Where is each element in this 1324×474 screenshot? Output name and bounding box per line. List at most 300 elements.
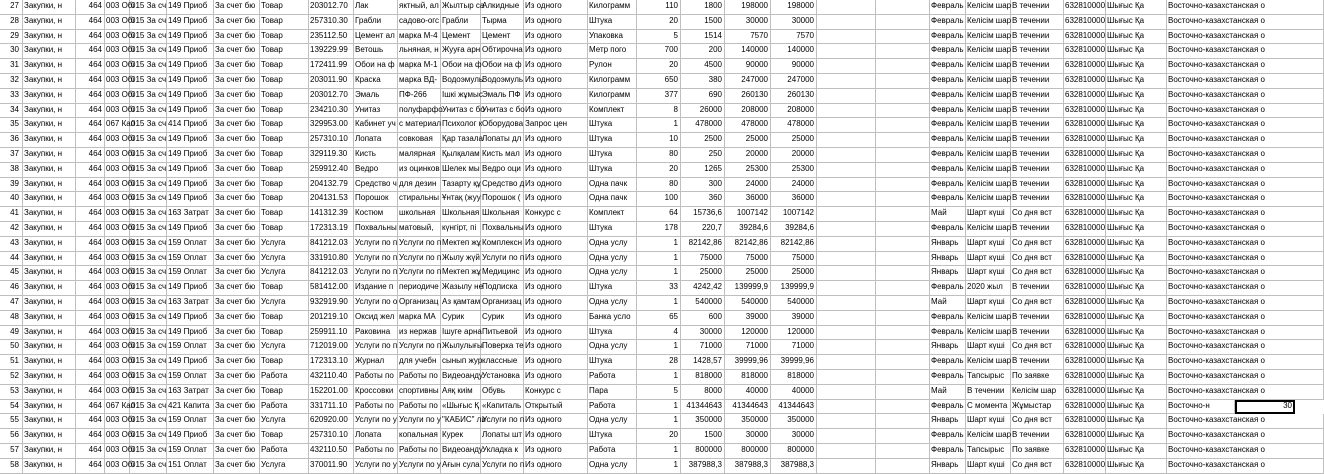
table-cell[interactable]: Закупки, н [23, 370, 76, 385]
table-cell[interactable]: Пара [588, 385, 637, 400]
table-cell[interactable] [876, 311, 930, 326]
table-cell[interactable]: Товар [260, 30, 309, 45]
table-cell[interactable]: Штука [588, 148, 637, 163]
table-cell[interactable]: За счет бю [214, 192, 260, 207]
table-cell[interactable]: 1500 [681, 15, 725, 30]
table-cell[interactable]: Восточно-казахстанская о [1167, 118, 1324, 133]
table-cell[interactable]: Порошок [354, 192, 398, 207]
table-cell[interactable]: 220,7 [681, 222, 725, 237]
table-cell[interactable] [817, 266, 876, 281]
table-cell[interactable]: Услуги по п [354, 266, 398, 281]
table-cell[interactable]: Шарт күші [966, 296, 1011, 311]
table-cell[interactable]: Восточно-казахстанская о [1167, 15, 1324, 30]
table-cell[interactable]: 159 Оплат [167, 266, 214, 281]
table-cell[interactable]: Одна услу [588, 459, 637, 474]
table-cell[interactable]: 20000 [771, 148, 817, 163]
table-cell[interactable]: 464 [76, 44, 105, 59]
table-cell[interactable]: яктный, ал [398, 0, 441, 15]
table-cell[interactable]: 39999,96 [725, 355, 771, 370]
table-cell[interactable]: За счет бю [214, 207, 260, 222]
table-cell[interactable]: 003 Обі [105, 252, 130, 267]
table-cell[interactable]: Шығыс Қа [1106, 266, 1167, 281]
table-cell[interactable]: Закупки, н [23, 311, 76, 326]
table-cell[interactable]: Из одного [524, 429, 588, 444]
table-cell[interactable]: Шығыс Қа [1106, 459, 1167, 474]
table-cell[interactable]: Аз қамтам [441, 296, 481, 311]
table-cell[interactable]: 4500 [681, 59, 725, 74]
row-number[interactable]: 39 [0, 178, 23, 193]
table-cell[interactable]: Из одного [524, 311, 588, 326]
table-cell[interactable]: 464 [76, 429, 105, 444]
table-cell[interactable]: 015 За сч [130, 207, 167, 222]
table-cell[interactable]: Товар [260, 192, 309, 207]
table-cell[interactable]: Цемент ал [354, 30, 398, 45]
table-cell[interactable]: За счет бю [214, 459, 260, 474]
table-cell[interactable]: Услуги по у [398, 459, 441, 474]
table-cell[interactable]: 003 Обі [105, 237, 130, 252]
table-cell[interactable]: Закупки, н [23, 133, 76, 148]
row-number[interactable]: 44 [0, 252, 23, 267]
table-cell[interactable]: Шарт күші [966, 237, 1011, 252]
table-cell[interactable]: Қылқалам [441, 148, 481, 163]
row-number[interactable]: 27 [0, 0, 23, 15]
row-number[interactable]: 30 [0, 44, 23, 59]
table-cell[interactable]: Работы по [398, 370, 441, 385]
table-cell[interactable] [876, 222, 930, 237]
table-cell[interactable]: Со дня вст [1011, 207, 1064, 222]
table-cell[interactable]: За счет бю [214, 89, 260, 104]
table-cell[interactable]: Со дня вст [1011, 266, 1064, 281]
table-cell[interactable]: 350000 [725, 414, 771, 429]
table-cell[interactable]: Восточно-казахстанская о [1167, 44, 1324, 59]
table-cell[interactable]: Одна услу [588, 414, 637, 429]
table-cell[interactable]: Килограмм [588, 89, 637, 104]
table-cell[interactable]: Услуги по п [398, 252, 441, 267]
table-cell[interactable]: Закупки, н [23, 340, 76, 355]
table-cell[interactable]: 015 За сч [130, 44, 167, 59]
table-cell[interactable]: Февраль [930, 133, 966, 148]
table-cell[interactable]: 003 Обі [105, 296, 130, 311]
table-cell[interactable]: 39000 [771, 311, 817, 326]
table-cell[interactable]: Келісім шар [966, 133, 1011, 148]
table-cell[interactable]: 932919.90 [309, 296, 354, 311]
table-cell[interactable]: Келісім шар [966, 74, 1011, 89]
table-cell[interactable]: 1 [637, 237, 681, 252]
table-cell[interactable]: «Капиталь [481, 400, 524, 415]
table-cell[interactable]: 1 [637, 400, 681, 415]
table-cell[interactable]: Унитаз с бо [441, 104, 481, 119]
table-cell[interactable]: За счет бю [214, 281, 260, 296]
table-cell[interactable]: 464 [76, 89, 105, 104]
table-cell[interactable]: матовый, [398, 222, 441, 237]
table-cell[interactable]: 015 За сч [130, 355, 167, 370]
table-cell[interactable]: Жылу жүй [441, 252, 481, 267]
table-cell[interactable]: Восточно-казахстанская о [1167, 89, 1324, 104]
table-cell[interactable]: 464 [76, 104, 105, 119]
table-cell[interactable]: Шығыс Қа [1106, 178, 1167, 193]
table-cell[interactable]: 208000 [771, 104, 817, 119]
table-cell[interactable]: 632810000 [1064, 429, 1106, 444]
table-cell[interactable]: 149 Приоб [167, 133, 214, 148]
table-cell[interactable]: Февраль [930, 59, 966, 74]
table-cell[interactable]: 159 Оплат [167, 414, 214, 429]
table-cell[interactable]: 015 За сч [130, 311, 167, 326]
table-cell[interactable]: 259911.10 [309, 326, 354, 341]
table-cell[interactable]: Услуга [260, 266, 309, 281]
table-cell[interactable]: 1500 [681, 429, 725, 444]
row-number[interactable]: 33 [0, 89, 23, 104]
table-cell[interactable]: Закупки, н [23, 252, 76, 267]
table-cell[interactable]: 464 [76, 74, 105, 89]
table-cell[interactable]: Водоэмуль [441, 74, 481, 89]
table-cell[interactable] [817, 340, 876, 355]
table-cell[interactable]: 235112.50 [309, 30, 354, 45]
table-cell[interactable]: Закупки, н [23, 296, 76, 311]
table-cell[interactable]: Из одного [524, 133, 588, 148]
table-cell[interactable]: Январь [930, 266, 966, 281]
table-cell[interactable]: За счет бю [214, 163, 260, 178]
table-cell[interactable]: Питьевой [481, 326, 524, 341]
row-number[interactable]: 54 [0, 400, 23, 415]
table-cell[interactable]: 003 Обі [105, 89, 130, 104]
row-number[interactable]: 49 [0, 326, 23, 341]
table-cell[interactable]: Из одного [524, 355, 588, 370]
row-number[interactable]: 37 [0, 148, 23, 163]
table-cell[interactable]: 120000 [725, 326, 771, 341]
table-cell[interactable]: 149 Приоб [167, 148, 214, 163]
table-cell[interactable]: За счет бю [214, 178, 260, 193]
table-cell[interactable]: Товар [260, 148, 309, 163]
table-cell[interactable] [876, 459, 930, 474]
table-cell[interactable]: 257310.10 [309, 429, 354, 444]
table-cell[interactable]: 71000 [771, 340, 817, 355]
table-cell[interactable]: 632810000 [1064, 414, 1106, 429]
table-cell[interactable]: Восточно-казахстанская о [1167, 281, 1324, 296]
table-cell[interactable]: школьная [398, 207, 441, 222]
table-cell[interactable]: Работы по [398, 400, 441, 415]
table-cell[interactable]: «Шығыс Қ [441, 400, 481, 415]
table-cell[interactable]: Комплексн [481, 237, 524, 252]
table-cell[interactable]: 71000 [681, 340, 725, 355]
table-cell[interactable]: 1 [637, 370, 681, 385]
table-cell[interactable]: Шығыс Қа [1106, 118, 1167, 133]
table-cell[interactable]: 30000 [771, 15, 817, 30]
row-number[interactable]: 52 [0, 370, 23, 385]
table-cell[interactable]: Товар [260, 15, 309, 30]
table-cell[interactable]: 464 [76, 311, 105, 326]
table-cell[interactable]: 1 [637, 266, 681, 281]
table-cell[interactable]: 151 Оплат [167, 459, 214, 474]
table-cell[interactable]: Восточно-казахстанская о [1167, 237, 1324, 252]
table-cell[interactable]: Восточно-казахстанская о [1167, 311, 1324, 326]
table-cell[interactable]: 464 [76, 414, 105, 429]
table-cell[interactable]: 700 [637, 44, 681, 59]
table-cell[interactable]: 003 Обі [105, 222, 130, 237]
table-cell[interactable]: Курек [441, 429, 481, 444]
table-cell[interactable]: 149 Приоб [167, 192, 214, 207]
table-cell[interactable] [817, 296, 876, 311]
table-cell[interactable]: 75000 [681, 252, 725, 267]
table-cell[interactable]: Штука [588, 163, 637, 178]
table-cell[interactable]: Келісім шар [966, 15, 1011, 30]
table-cell[interactable]: Восточно-казахстанская о [1167, 326, 1324, 341]
table-cell[interactable]: 20 [637, 59, 681, 74]
table-cell[interactable]: 464 [76, 355, 105, 370]
table-cell[interactable]: 015 За сч [130, 74, 167, 89]
table-cell[interactable]: 478000 [771, 118, 817, 133]
table-cell[interactable]: За счет бю [214, 252, 260, 267]
table-cell[interactable]: 172313.19 [309, 222, 354, 237]
table-cell[interactable]: Закупки, н [23, 148, 76, 163]
table-cell[interactable]: По заявке [1011, 444, 1064, 459]
table-cell[interactable]: 003 Обі [105, 429, 130, 444]
table-cell[interactable] [876, 104, 930, 119]
table-cell[interactable] [817, 444, 876, 459]
table-cell[interactable]: 015 За сч [130, 118, 167, 133]
table-cell[interactable]: 234210.30 [309, 104, 354, 119]
table-cell[interactable] [817, 370, 876, 385]
table-cell[interactable]: Из одного [524, 163, 588, 178]
table-cell[interactable] [817, 252, 876, 267]
table-cell[interactable]: 015 За сч [130, 30, 167, 45]
table-cell[interactable]: 163 Затрат [167, 296, 214, 311]
table-cell[interactable]: Товар [260, 89, 309, 104]
table-cell[interactable]: 90000 [725, 59, 771, 74]
table-cell[interactable]: 003 Обі [105, 104, 130, 119]
table-cell[interactable]: Аяқ киім [441, 385, 481, 400]
row-number[interactable]: 40 [0, 192, 23, 207]
table-cell[interactable]: периодиче [398, 281, 441, 296]
table-cell[interactable]: Услуги по п [481, 252, 524, 267]
table-cell[interactable]: Восточно-казахстанская о [1167, 148, 1324, 163]
table-cell[interactable]: 015 За сч [130, 400, 167, 415]
table-cell[interactable]: Конкурс с [524, 207, 588, 222]
table-cell[interactable]: 198000 [725, 0, 771, 15]
table-cell[interactable]: Келісім шар [966, 429, 1011, 444]
table-cell[interactable]: Услуги по п [398, 340, 441, 355]
table-cell[interactable]: Шығыс Қа [1106, 252, 1167, 267]
table-cell[interactable]: Тапсырыс [966, 370, 1011, 385]
table-cell[interactable]: 620920.00 [309, 414, 354, 429]
table-cell[interactable]: 39000 [725, 311, 771, 326]
table-cell[interactable]: 159 Оплат [167, 444, 214, 459]
table-cell[interactable]: Обои на ф [441, 59, 481, 74]
table-cell[interactable] [876, 74, 930, 89]
table-cell[interactable]: Февраль [930, 178, 966, 193]
table-cell[interactable]: 003 Обі [105, 281, 130, 296]
table-cell[interactable]: 003 Обі [105, 74, 130, 89]
row-number[interactable]: 55 [0, 414, 23, 429]
table-cell[interactable]: 841212.03 [309, 237, 354, 252]
table-cell[interactable]: 247000 [771, 74, 817, 89]
row-number[interactable]: 36 [0, 133, 23, 148]
table-cell[interactable]: 5 [637, 385, 681, 400]
table-cell[interactable]: Раковина [354, 326, 398, 341]
table-cell[interactable]: Февраль [930, 222, 966, 237]
table-cell[interactable]: льняная, н [398, 44, 441, 59]
table-cell[interactable]: 8 [637, 104, 681, 119]
table-cell[interactable]: 003 Обі [105, 148, 130, 163]
table-cell[interactable]: Шарт күші [966, 459, 1011, 474]
table-cell[interactable]: 25000 [725, 133, 771, 148]
table-cell[interactable]: Услуги по у [354, 459, 398, 474]
table-cell[interactable]: Шығыс Қа [1106, 59, 1167, 74]
table-cell[interactable]: 1428,57 [681, 355, 725, 370]
table-cell[interactable]: Восточно-н [1167, 400, 1235, 415]
table-cell[interactable]: 581412.00 [309, 281, 354, 296]
table-cell[interactable]: Восточно-казахстанская о [1167, 414, 1324, 429]
table-cell[interactable]: Шығыс Қа [1106, 0, 1167, 15]
table-cell[interactable]: Ұнтақ (жуу [441, 192, 481, 207]
table-cell[interactable]: 632810000 [1064, 252, 1106, 267]
table-cell[interactable]: В течении [1011, 326, 1064, 341]
table-cell[interactable] [876, 400, 930, 415]
row-number[interactable]: 45 [0, 266, 23, 281]
table-cell[interactable]: Келісім шар [966, 148, 1011, 163]
table-cell[interactable]: Февраль [930, 326, 966, 341]
table-cell[interactable]: 41344643 [681, 400, 725, 415]
table-cell[interactable]: 015 За сч [130, 444, 167, 459]
table-cell[interactable]: Январь [930, 237, 966, 252]
table-cell[interactable] [876, 296, 930, 311]
table-cell[interactable]: 464 [76, 192, 105, 207]
table-cell[interactable]: 200 [681, 44, 725, 59]
table-cell[interactable]: Январь [930, 459, 966, 474]
table-cell[interactable] [876, 266, 930, 281]
table-cell[interactable]: 204131.53 [309, 192, 354, 207]
table-cell[interactable]: 360 [681, 192, 725, 207]
table-cell[interactable]: 149 Приоб [167, 281, 214, 296]
row-number[interactable]: 56 [0, 429, 23, 444]
table-cell[interactable]: За счет бю [214, 355, 260, 370]
table-cell[interactable]: Закупки, н [23, 104, 76, 119]
table-cell[interactable]: из нержав [398, 326, 441, 341]
row-number[interactable]: 41 [0, 207, 23, 222]
table-cell[interactable]: Февраль [930, 0, 966, 15]
table-cell[interactable]: Ветошь [354, 44, 398, 59]
table-cell[interactable]: 540000 [681, 296, 725, 311]
row-number[interactable]: 46 [0, 281, 23, 296]
table-cell[interactable]: 139999,9 [771, 281, 817, 296]
table-cell[interactable]: 464 [76, 59, 105, 74]
table-cell[interactable]: Закупки, н [23, 355, 76, 370]
table-cell[interactable]: Оборудова [481, 118, 524, 133]
table-cell[interactable]: 149 Приоб [167, 30, 214, 45]
table-cell[interactable]: күнгірт, пі [441, 222, 481, 237]
table-cell[interactable]: Штука [588, 118, 637, 133]
table-cell[interactable]: 260130 [771, 89, 817, 104]
table-cell[interactable]: Издание п [354, 281, 398, 296]
table-cell[interactable]: Закупки, н [23, 326, 76, 341]
table-cell[interactable]: В течении [1011, 59, 1064, 74]
table-cell[interactable]: В течении [1011, 192, 1064, 207]
table-cell[interactable]: Закупки, н [23, 429, 76, 444]
table-cell[interactable]: За счет бю [214, 74, 260, 89]
row-number[interactable]: 51 [0, 355, 23, 370]
table-cell[interactable]: Февраль [930, 311, 966, 326]
table-cell[interactable]: В течении [1011, 178, 1064, 193]
table-cell[interactable]: с материал [398, 118, 441, 133]
table-cell[interactable] [817, 429, 876, 444]
table-cell[interactable]: 464 [76, 0, 105, 15]
table-cell[interactable]: Закупки, н [23, 118, 76, 133]
table-cell[interactable]: 259912.40 [309, 163, 354, 178]
table-cell[interactable]: 1 [637, 340, 681, 355]
table-cell[interactable]: 464 [76, 222, 105, 237]
table-cell[interactable]: Грабли [441, 15, 481, 30]
table-cell[interactable]: Обои на ф [354, 59, 398, 74]
table-cell[interactable]: Штука [588, 355, 637, 370]
table-cell[interactable]: 632810000 [1064, 44, 1106, 59]
table-cell[interactable]: Средство ч [354, 178, 398, 193]
row-number[interactable]: 48 [0, 311, 23, 326]
table-cell[interactable]: 818000 [725, 370, 771, 385]
table-cell[interactable]: Грабли [354, 15, 398, 30]
table-cell[interactable]: Закупки, н [23, 266, 76, 281]
table-cell[interactable]: Февраль [930, 148, 966, 163]
table-cell[interactable]: 163 Затрат [167, 385, 214, 400]
table-cell[interactable]: 632810000 [1064, 370, 1106, 385]
table-cell[interactable]: Шығыс Қа [1106, 355, 1167, 370]
table-cell[interactable] [876, 0, 930, 15]
table-cell[interactable]: 1 [637, 414, 681, 429]
table-cell[interactable]: За счет бю [214, 104, 260, 119]
table-cell[interactable]: 600 [681, 311, 725, 326]
table-cell[interactable]: В течении [1011, 133, 1064, 148]
table-cell[interactable]: Товар [260, 429, 309, 444]
table-cell[interactable]: для учебн [398, 355, 441, 370]
table-cell[interactable]: 464 [76, 459, 105, 474]
table-cell[interactable]: 203012.70 [309, 89, 354, 104]
table-cell[interactable]: В течении [1011, 30, 1064, 45]
row-number[interactable]: 43 [0, 237, 23, 252]
table-cell[interactable]: За счет бю [214, 118, 260, 133]
table-cell[interactable]: 149 Приоб [167, 15, 214, 30]
table-cell[interactable] [817, 326, 876, 341]
table-cell[interactable]: Келісім шар [966, 192, 1011, 207]
table-cell[interactable]: В течении [1011, 104, 1064, 119]
table-cell[interactable]: Закупки, н [23, 178, 76, 193]
table-cell[interactable]: Товар [260, 385, 309, 400]
table-cell[interactable]: Восточно-казахстанская о [1167, 429, 1324, 444]
table-cell[interactable]: 30000 [725, 15, 771, 30]
table-cell[interactable] [817, 355, 876, 370]
table-cell[interactable]: Закупки, н [23, 74, 76, 89]
table-cell[interactable]: Эмаль ПФ [481, 89, 524, 104]
table-cell[interactable]: Из одного [524, 0, 588, 15]
table-cell[interactable]: Услуги по п [481, 414, 524, 429]
table-cell[interactable]: 632810000 [1064, 400, 1106, 415]
table-cell[interactable]: Кисть [354, 148, 398, 163]
table-cell[interactable]: 067 Кап [105, 118, 130, 133]
table-cell[interactable]: 003 Обі [105, 266, 130, 281]
table-cell[interactable]: 015 За сч [130, 370, 167, 385]
table-cell[interactable]: 25000 [681, 266, 725, 281]
table-cell[interactable]: 41344643 [725, 400, 771, 415]
table-cell[interactable]: В течении [1011, 44, 1064, 59]
table-cell[interactable]: 003 Обі [105, 385, 130, 400]
table-cell[interactable]: Февраль [930, 89, 966, 104]
table-cell[interactable]: За счет бю [214, 296, 260, 311]
table-cell[interactable]: садово-огс [398, 15, 441, 30]
table-cell[interactable]: 003 Обі [105, 311, 130, 326]
row-number[interactable]: 50 [0, 340, 23, 355]
table-cell[interactable]: 464 [76, 163, 105, 178]
table-cell[interactable]: В течении [1011, 0, 1064, 15]
table-cell[interactable]: Келісім шар [966, 163, 1011, 178]
table-cell[interactable]: 65 [637, 311, 681, 326]
table-cell[interactable]: Товар [260, 326, 309, 341]
